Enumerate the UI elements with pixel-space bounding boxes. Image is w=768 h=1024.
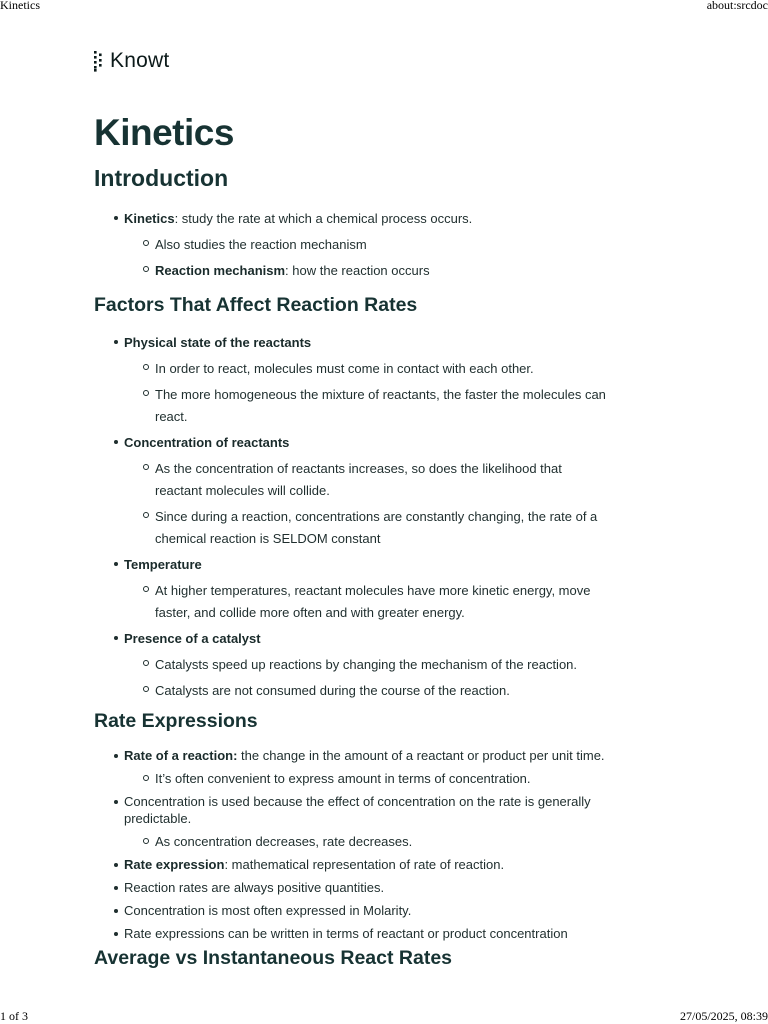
term: Kinetics: [124, 211, 175, 226]
sub-list-item: In order to react, molecules must come in contact with each other.: [94, 358, 610, 380]
factors-list: [94, 332, 634, 706]
page-title: Kinetics: [94, 112, 234, 153]
list-item: Concentration is most often expressed in Molarity.: [94, 902, 624, 919]
list-item: [94, 747, 624, 764]
sub-list-item: Since during a reaction, concentrations are constantly changing, the rate of a chemical reaction is SELDOM constant: [94, 506, 610, 550]
factor-label: Temperature: [124, 557, 202, 572]
factor-label: Physical state of the reactants: [124, 335, 312, 350]
sub-list-item: [94, 260, 610, 282]
term: Rate of a reaction:: [124, 748, 238, 763]
heading-factors: Factors That Affect Reaction Rates: [94, 294, 418, 316]
list-item: [94, 332, 634, 354]
print-timestamp: 27/05/2025, 08:39: [679, 1009, 768, 1023]
sub-list-item: At higher temperatures, reactant molecules have more kinetic energy, move faster, and collide more often and with greater energy.: [94, 580, 610, 624]
print-footer: [0, 1009, 768, 1024]
heading-introduction: Introduction: [94, 165, 229, 191]
rate-expressions-list: [94, 747, 634, 948]
sub-list-item: The more homogeneous the mixture of reactants, the faster the molecules can react.: [94, 384, 610, 428]
term: Reaction mechanism: [155, 263, 286, 278]
sub-list-item: Catalysts speed up reactions by changing the mechanism of the reaction.: [94, 654, 610, 676]
list-item: [94, 208, 634, 230]
sub-list-item: It’s often convenient to express amount in terms of concentration.: [94, 770, 610, 787]
print-header: [0, 0, 768, 13]
page-counter: 1 of 3: [0, 1009, 28, 1023]
list-item: Rate expressions can be written in terms of reactant or product concentration: [94, 925, 624, 942]
knowt-logo-icon: [94, 50, 106, 72]
factor-label: Presence of a catalyst: [124, 631, 261, 646]
list-item: Concentration is used because the effect of concentration on the rate is generally predictable.: [94, 793, 624, 827]
print-header-title: Kinetics: [0, 0, 40, 12]
factor-label: Concentration of reactants: [124, 435, 290, 450]
knowt-logo[interactable]: [94, 48, 634, 74]
definition: : how the reaction occurs: [285, 263, 430, 278]
term: Rate expression: [124, 857, 225, 872]
definition: : study the rate at which a chemical process occurs.: [174, 211, 473, 226]
document-page: [94, 48, 634, 969]
heading-rate-expressions: Rate Expressions: [94, 710, 258, 732]
intro-list: [94, 208, 634, 286]
sub-list-item: Catalysts are not consumed during the course of the reaction.: [94, 680, 610, 702]
heading-average-vs-instantaneous: Average vs Instantaneous React Rates: [94, 947, 453, 969]
sub-list-item: Also studies the reaction mechanism: [94, 234, 610, 256]
list-item: [94, 856, 624, 873]
list-item: [94, 628, 634, 650]
knowt-logo-text: Knowt: [110, 49, 170, 72]
print-header-url: about:srcdoc: [706, 0, 768, 12]
list-item: [94, 432, 634, 454]
definition: the change in the amount of a reactant or product per unit time.: [237, 748, 605, 763]
sub-list-item: As concentration decreases, rate decreases.: [94, 833, 610, 850]
sub-list-item: As the concentration of reactants increases, so does the likelihood that reactant molecules will collide.: [94, 458, 610, 502]
list-item: [94, 554, 634, 576]
list-item: Reaction rates are always positive quantities.: [94, 879, 624, 896]
definition: : mathematical representation of rate of reaction.: [224, 857, 505, 872]
